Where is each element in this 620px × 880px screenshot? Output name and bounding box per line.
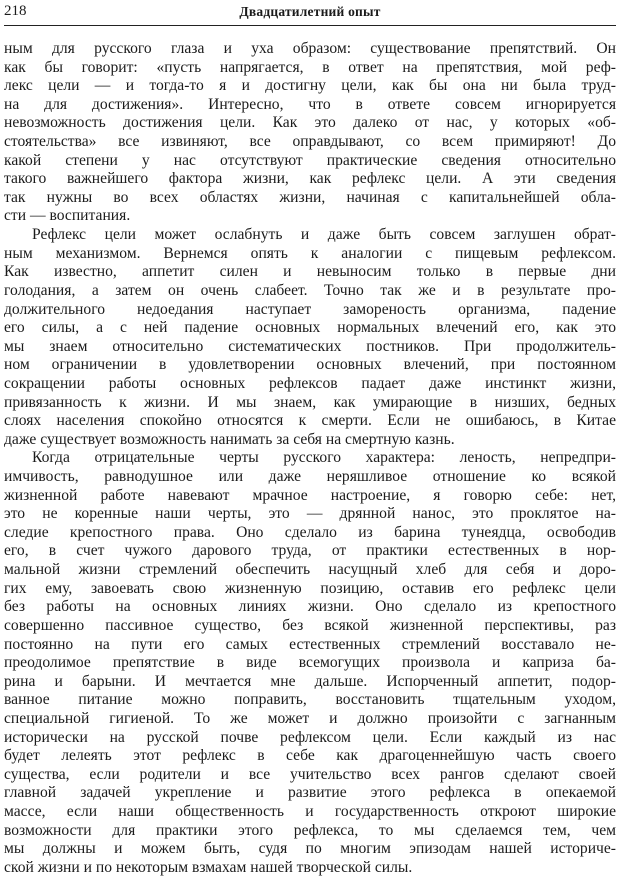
text-line: так нужны во всех областях жизни, начиная с капитальнейшей обла-	[4, 188, 616, 206]
text-line: мы должны и можем быть, судя по многим эпизодам нашей историче-	[4, 840, 616, 858]
text-line: будет лелеять этот рефлекс в себе как драгоценнейшую часть своего	[4, 747, 616, 765]
text-line: мы знаем относительно систематических постников. При продолжитель-	[4, 337, 616, 355]
text-line: Когда отрицательные черты русского характера: леность, непредпри-	[32, 449, 616, 467]
text-line: сокращении работы основных рефлексов падает даже инстинкт жизни,	[4, 374, 616, 392]
text-line: Рефлекс цели может ослабнуть и даже быть совсем заглушен обрат-	[32, 226, 616, 244]
text-line: жизненной работе навевают мрачное настроение, я говорю себе: нет,	[4, 486, 616, 504]
text-line: его, в счет чужого дарового труда, от практики естественных в нор-	[4, 542, 616, 560]
text-line: специальной гигиеной. То же может и должно произойти с загнанным	[4, 709, 616, 727]
text-line: даже существует возможность нанимать за себя на смертную казнь.	[4, 430, 455, 448]
text-line: рина и барыни. И мечтается мне дальше. Испорченный аппетит, подор-	[4, 672, 616, 690]
text-line: сти — воспитания.	[4, 207, 131, 225]
text-line: как бы говорит: «пусть напрягается, в ответ на препятствия, мой реф-	[4, 58, 616, 76]
text-line: его силы, а с ней падение основных нормальных влечений его, как это	[4, 319, 616, 337]
page-header	[4, 3, 616, 26]
text-line: преодолимое препятствие в виде всемогущих произвола и каприза ба-	[4, 654, 616, 672]
text-line: лекс цели — и тогда-то я и достигну цели, как бы она ни была труд-	[4, 77, 616, 95]
text-line: стоятельства» все извиняют, все оправдывают, со всем примиряют! До	[4, 133, 616, 151]
text-line: какой степени у нас отсутствуют практические сведения относительно	[4, 151, 616, 169]
body-text	[4, 40, 616, 877]
text-line: слоях населения спокойно относятся к смерти. Если не ошибаюсь, в Китае	[4, 412, 616, 430]
page-number: 218	[4, 3, 27, 19]
running-title: Двадцатилетний опыт	[239, 4, 381, 19]
text-line: возможности для практики этого рефлекса, то мы сделаемся тем, чем	[4, 821, 616, 839]
text-line: ской жизни и по некоторым взмахам нашей творческой силы.	[4, 858, 413, 876]
text-line: это не коренные наши черты, это — дрянной нанос, это проклятое на-	[4, 505, 616, 523]
text-line: ным механизмом. Вернемся опять к аналогии с пищевым рефлексом.	[4, 244, 616, 262]
text-line: ванное питание можно поправить, восстановить тщательным уходом,	[4, 691, 616, 709]
text-line: ном ограничении в удовлетворении основных влечений, при постоянном	[4, 356, 616, 374]
text-line: постоянно на пути его самых естественных стремлений восставало не-	[4, 635, 616, 653]
text-line: мальной жизни стремлений обеспечить насущный хлеб для себя и доро-	[4, 561, 616, 579]
text-line: Как известно, аппетит силен и невыносим только в первые дни	[4, 263, 616, 281]
text-line: привязанность к жизни. И мы знаем, как умирающие в низших, бедных	[4, 393, 616, 411]
text-line: существа, если родители и все учительство всех рангов сделают своей	[4, 765, 616, 783]
text-line: такого важнейшего фактора жизни, как рефлекс цели. А эти сведения	[4, 170, 616, 188]
text-line: должительного недоедания наступает замореность организма, падение	[4, 300, 616, 318]
text-line: исторически на русской почве рефлексом цели. Если каждый из нас	[4, 728, 616, 746]
text-line: на для достижения». Интересно, что в ответе совсем игнорируется	[4, 95, 616, 113]
text-line: имчивость, равнодушное или даже неряшливое отношение ко всякой	[4, 468, 616, 486]
text-line: главной задачей укрепление и развитие этого рефлекса в опекаемой	[4, 784, 616, 802]
text-line: гих ему, завоевать свою жизненную позицию, оставив его рефлекс цели	[4, 579, 616, 597]
text-line: голодания, а затем он очень слабеет. Точно так же и в результате про-	[4, 281, 616, 299]
text-line: совершенно пассивное существо, без всякой жизненной перспективы, раз	[4, 616, 616, 634]
text-line: ным для русского глаза и уха образом: существование препятствий. Он	[4, 40, 616, 57]
text-line: без работы на основных линиях жизни. Оно сделало из крепостного	[4, 598, 616, 616]
text-line: массе, если наши общественность и государственность откроют широкие	[4, 802, 616, 820]
text-line: следие крепостного права. Оно сделало из барина тунеядца, освободив	[4, 523, 616, 541]
text-line: невозможность достижения цели. Как это далеко от нас, у которых «об-	[4, 114, 616, 132]
